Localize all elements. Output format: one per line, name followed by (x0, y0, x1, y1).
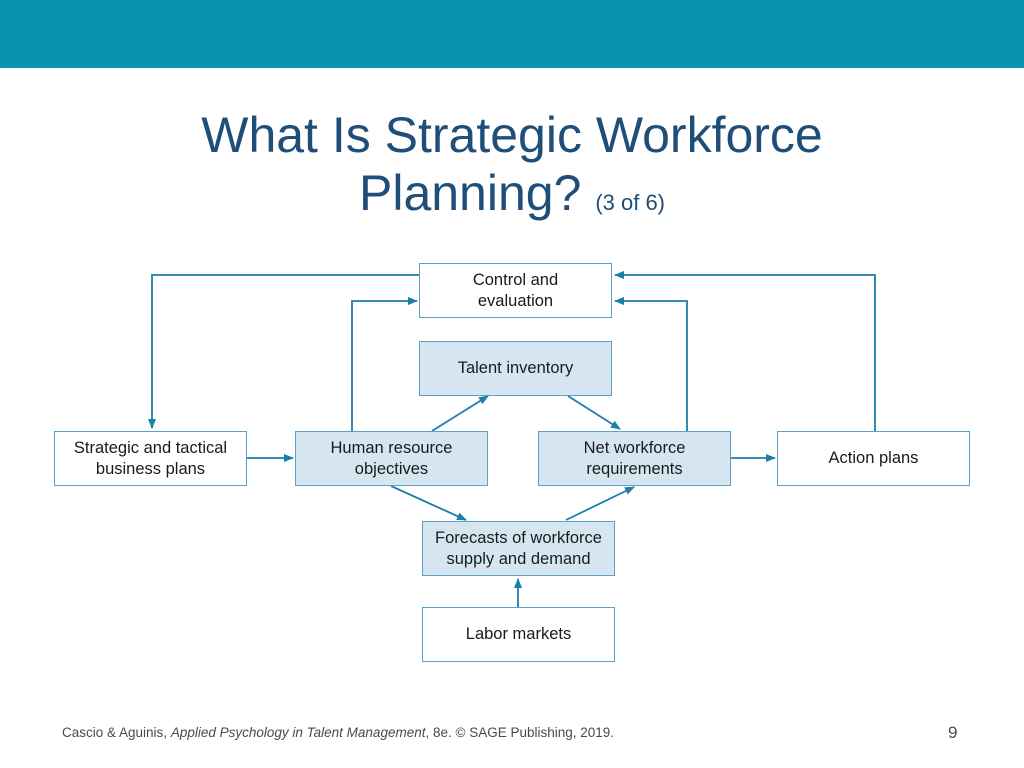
node-label: Forecasts of workforce supply and demand (435, 528, 602, 568)
node-label: Net workforce requirements (583, 438, 686, 478)
arrow-forecasts-to-net (566, 487, 634, 520)
page-number: 9 (948, 723, 958, 742)
node-label: Talent inventory (457, 359, 574, 377)
node-control-and-evaluation (419, 263, 612, 318)
node-labor-markets (422, 607, 615, 662)
title-sub: (3 of 6) (595, 190, 666, 215)
node-forecasts (422, 521, 615, 576)
node-hr-objectives (295, 431, 488, 486)
footer-book-title: Applied Psychology in Talent Management (170, 725, 426, 740)
node-strategic-business-plans (54, 431, 247, 486)
arrow-control-to-strategic (152, 275, 419, 428)
arrow-hr-to-forecasts (391, 486, 466, 520)
title-main: What Is Strategic Workforce Planning? (201, 107, 823, 221)
node-label: Human resource objectives (330, 438, 453, 478)
arrow-talent-to-net (568, 396, 620, 429)
node-net-workforce-requirements (538, 431, 731, 486)
footer-authors: Cascio & Aguinis, (62, 725, 171, 740)
node-label: Strategic and tactical business plans (73, 438, 228, 478)
node-label: Action plans (828, 449, 919, 467)
node-talent-inventory (419, 341, 612, 396)
node-label: Control and evaluation (472, 270, 559, 310)
arrow-hr-to-control (352, 301, 417, 431)
node-action-plans (777, 431, 970, 486)
footer-citation (62, 725, 614, 740)
arrow-hr-to-talent (432, 396, 488, 431)
node-label: Labor markets (465, 625, 572, 643)
arrow-action-to-control (615, 275, 875, 431)
footer-edition: , 8e. © SAGE Publishing, 2019. (425, 725, 615, 740)
arrow-net-to-control (615, 301, 687, 431)
